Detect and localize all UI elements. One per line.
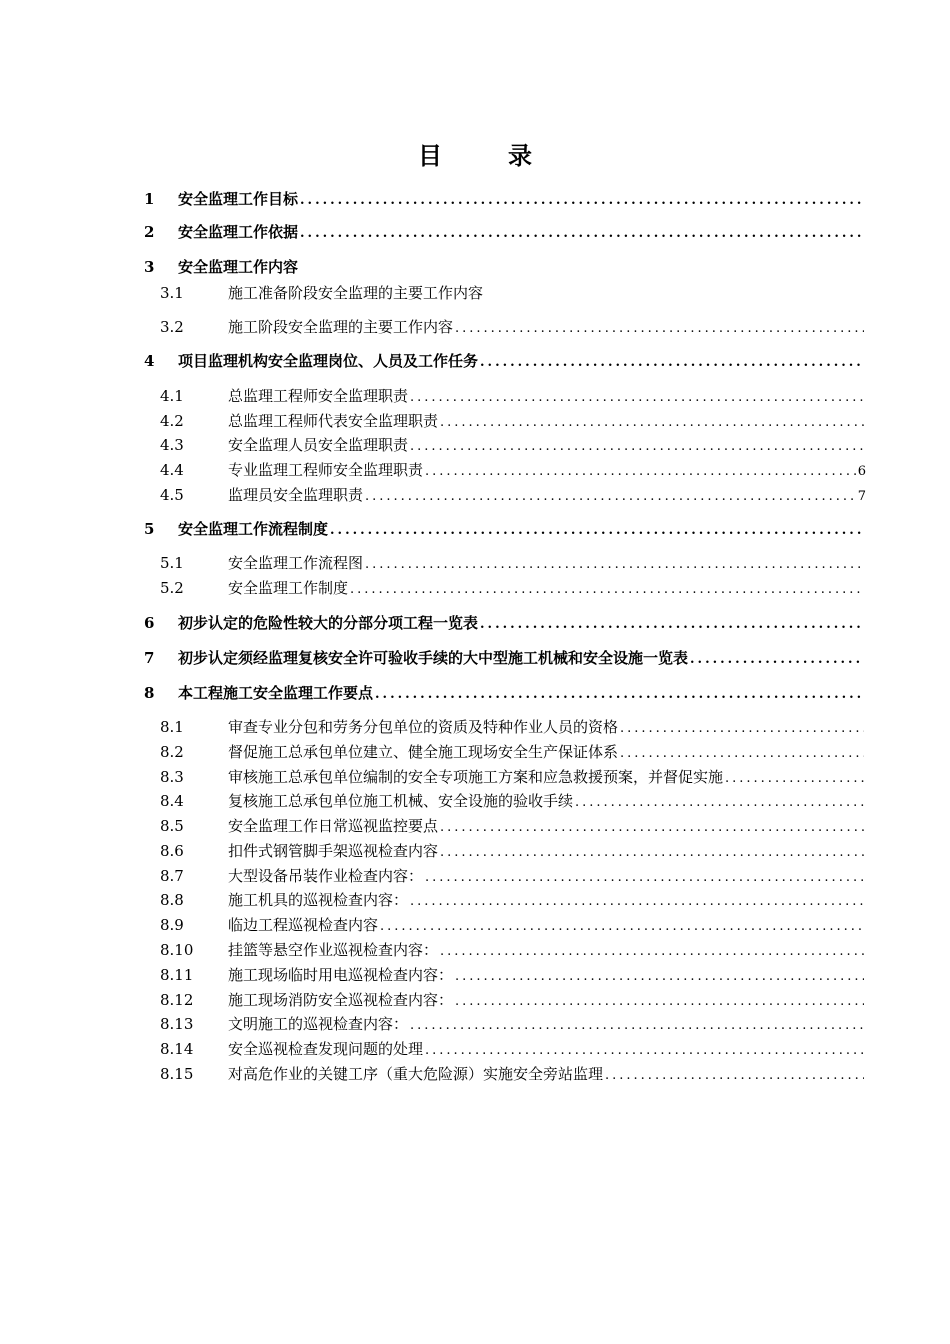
toc-entry-number: 3.2 (160, 318, 184, 336)
toc-leader-dots (620, 718, 864, 740)
toc-entry[interactable] (160, 865, 866, 887)
toc-entry-number: 4.5 (160, 486, 184, 504)
toc-entry-title: 临边工程巡视检查内容 (228, 916, 379, 934)
toc-title (0, 136, 950, 171)
toc-entry-title: 安全监理工作依据 (178, 223, 299, 241)
toc-entry-number: 3 (144, 258, 155, 276)
toc-entry[interactable] (160, 741, 866, 763)
toc-leader-dots (620, 743, 864, 765)
toc-entry-number: 8.6 (160, 842, 184, 860)
toc-entry[interactable] (160, 1013, 866, 1035)
toc-leader-dots (425, 867, 864, 889)
toc-leader-dots (575, 792, 864, 814)
toc-entry-title: 项目监理机构安全监理岗位、人员及工作任务 (178, 352, 479, 370)
toc-entry[interactable] (160, 282, 866, 304)
toc-title-char-2: 录 (508, 141, 532, 170)
toc-leader-dots (425, 461, 856, 483)
toc-entry-title: 安全监理工作目标 (178, 190, 299, 208)
toc-entry[interactable] (160, 790, 866, 812)
toc-entry-title: 施工阶段安全监理的主要工作内容 (228, 318, 454, 336)
toc-title-char-1: 目 (418, 141, 442, 170)
toc-entry-title: 总监理工程师代表安全监理职责 (228, 412, 439, 430)
toc-entry-title: 复核施工总承包单位施工机械、安全设施的验收手续 (228, 792, 574, 810)
toc-entry-number: 6 (144, 614, 155, 632)
toc-entry-number: 8.10 (160, 941, 194, 959)
toc-leader-dots (365, 554, 864, 576)
toc-entry-title: 审核施工总承包单位编制的安全专项施工方案和应急救援预案，并督促实施 (228, 768, 724, 786)
toc-entry[interactable] (160, 964, 866, 986)
toc-entry-page: 7 (857, 489, 866, 504)
toc-leader-dots (440, 842, 864, 864)
toc-leader-dots (690, 649, 864, 671)
toc-leader-dots (480, 352, 864, 374)
toc-entry-title: 安全监理工作日常巡视监控要点 (228, 817, 439, 835)
toc-entry-number: 8.9 (160, 916, 184, 934)
toc-entry-title: 安全监理工作制度 (228, 579, 349, 597)
toc-entry-number: 4.4 (160, 461, 184, 479)
toc-entry[interactable] (160, 577, 866, 599)
toc-entry[interactable] (144, 256, 866, 278)
toc-entry-title: 安全监理工作流程制度 (178, 520, 329, 538)
toc-entry[interactable] (160, 716, 866, 738)
toc-entry-title: 专业监理工程师安全监理职责 (228, 461, 424, 479)
toc-leader-dots (440, 817, 864, 839)
toc-entry-title: 总监理工程师安全监理职责 (228, 387, 409, 405)
toc-entry-number: 8.1 (160, 718, 184, 736)
toc-entry[interactable] (160, 939, 866, 961)
toc-entry-number: 2 (144, 223, 155, 241)
toc-leader-dots (410, 1015, 864, 1037)
toc-entry-title: 施工现场临时用电巡视检查内容： (228, 966, 454, 984)
toc-entry[interactable] (160, 1038, 866, 1060)
toc-entry-number: 5 (144, 520, 155, 538)
toc-entry-title: 审查专业分包和劳务分包单位的资质及特种作业人员的资格 (228, 718, 619, 736)
toc-entry-title: 安全监理工作流程图 (228, 554, 364, 572)
toc-entry-number: 8.4 (160, 792, 184, 810)
toc-entry[interactable] (144, 221, 866, 243)
toc-entry-number: 5.2 (160, 579, 184, 597)
toc-entry-number: 5.1 (160, 554, 184, 572)
toc-entry-title: 初步认定的危险性较大的分部分项工程一览表 (178, 614, 479, 632)
toc-entry[interactable] (160, 552, 866, 574)
toc-entry-number: 8.14 (160, 1040, 194, 1058)
toc-entry-number: 8.3 (160, 768, 184, 786)
toc-entry[interactable] (144, 350, 866, 372)
toc-leader-dots (440, 941, 864, 963)
toc-leader-dots (300, 223, 864, 245)
toc-entry-number: 7 (144, 649, 155, 667)
toc-entry-title: 施工现场消防安全巡视检查内容： (228, 991, 454, 1009)
toc-entry[interactable] (160, 889, 866, 911)
toc-leader-dots (410, 891, 864, 913)
toc-entry-number: 4 (144, 352, 155, 370)
toc-entry[interactable] (160, 766, 866, 788)
toc-entry[interactable] (160, 989, 866, 1011)
toc-entry-title: 文明施工的巡视检查内容： (228, 1015, 409, 1033)
toc-leader-dots (365, 486, 856, 508)
toc-entry[interactable] (160, 1063, 866, 1085)
toc-entry[interactable] (160, 914, 866, 936)
toc-leader-dots (330, 520, 864, 542)
toc-entry-number: 8.12 (160, 991, 194, 1009)
toc-entry-number: 4.1 (160, 387, 184, 405)
toc-entry[interactable] (160, 459, 866, 481)
toc-leader-dots (410, 387, 864, 409)
toc-entry-title: 施工机具的巡视检查内容： (228, 891, 409, 909)
toc-leader-dots (455, 966, 864, 988)
toc-leader-dots (425, 1040, 864, 1062)
toc-entry-title: 施工准备阶段安全监理的主要工作内容 (228, 284, 484, 302)
toc-leader-dots (480, 614, 864, 636)
toc-entry-title: 安全监理工作内容 (178, 258, 299, 276)
toc-entry-number: 8.2 (160, 743, 184, 761)
toc-entry-number: 8.7 (160, 867, 184, 885)
toc-entry-title: 本工程施工安全监理工作要点 (178, 684, 374, 702)
toc-leader-dots (300, 190, 864, 212)
toc-leader-dots (455, 318, 864, 340)
toc-entry-title: 安全巡视检查发现问题的处理 (228, 1040, 424, 1058)
toc-leader-dots (455, 991, 864, 1013)
toc-entry-title: 扣件式钢管脚手架巡视检查内容 (228, 842, 439, 860)
toc-leader-dots (440, 412, 864, 434)
toc-entry-title: 监理员安全监理职责 (228, 486, 364, 504)
toc-entry-number: 1 (144, 190, 155, 208)
toc-leader-dots (350, 579, 864, 601)
toc-leader-dots (410, 436, 864, 458)
toc-entry[interactable] (144, 188, 866, 210)
toc-entry[interactable] (160, 484, 866, 506)
toc-entry[interactable] (144, 612, 866, 634)
toc-entry[interactable] (160, 410, 866, 432)
toc-entry-title: 初步认定须经监理复核安全许可验收手续的大中型施工机械和安全设施一览表 (178, 649, 689, 667)
toc-entry-number: 8.11 (160, 966, 194, 984)
toc-entry-title: 挂篮等悬空作业巡视检查内容： (228, 941, 439, 959)
toc-leader-dots (725, 768, 864, 790)
toc-entry-number: 8.15 (160, 1065, 194, 1083)
toc-leader-dots (605, 1065, 864, 1087)
toc-entry[interactable] (160, 840, 866, 862)
toc-leader-dots (375, 684, 864, 706)
toc-entry-title: 对高危作业的关键工序（重大危险源）实施安全旁站监理 (228, 1065, 604, 1083)
toc-entry-number: 4.2 (160, 412, 184, 430)
toc-entry-number: 8 (144, 684, 155, 702)
toc-entry-title: 大型设备吊装作业检查内容： (228, 867, 424, 885)
toc-entry-number: 3.1 (160, 284, 184, 302)
toc-entry[interactable] (160, 815, 866, 837)
toc-entry[interactable] (144, 518, 866, 540)
toc-entry[interactable] (160, 385, 866, 407)
toc-entry-title: 安全监理人员安全监理职责 (228, 436, 409, 454)
toc-entry-number: 8.8 (160, 891, 184, 909)
toc-entry-page: 6 (857, 464, 866, 479)
toc-leader-dots (380, 916, 864, 938)
toc-entry[interactable] (144, 682, 866, 704)
toc-entry[interactable] (144, 647, 866, 669)
toc-entry-number: 8.13 (160, 1015, 194, 1033)
toc-entry[interactable] (160, 434, 866, 456)
toc-entry-number: 8.5 (160, 817, 184, 835)
toc-entry[interactable] (160, 316, 866, 338)
toc-entry-number: 4.3 (160, 436, 184, 454)
toc-entry-title: 督促施工总承包单位建立、健全施工现场安全生产保证体系 (228, 743, 619, 761)
